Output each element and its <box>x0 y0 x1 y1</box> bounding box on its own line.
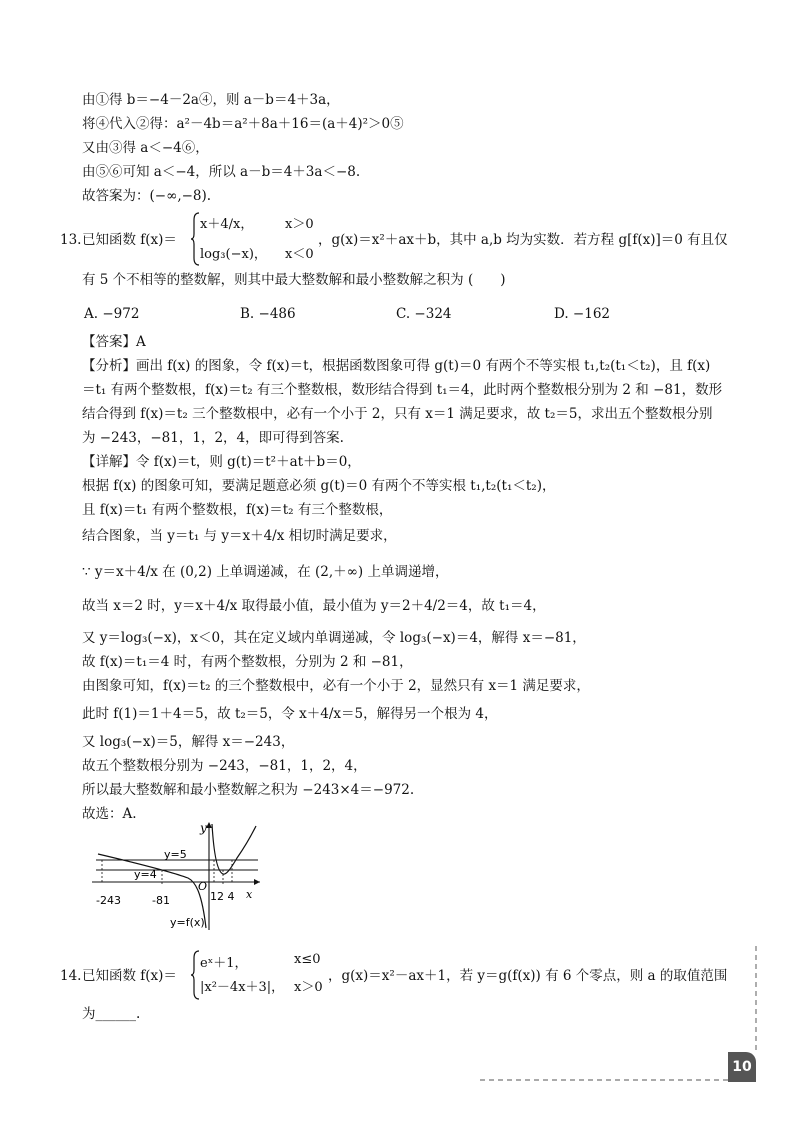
detail-line: 故当 x＝2 时，y＝x＋4/x 取得最小值，最小值为 y＝2＋4/2＝4，故 t₁＝4， <box>82 598 546 614</box>
case-1-condition: x＞0 <box>285 217 314 232</box>
analysis-line: ＝t₁ 有两个整数根，f(x)＝t₂ 有三个整数根，数形结合得到 t₁＝4，此时两个整数根分别为 2 和 −81，数形 <box>82 382 723 398</box>
origin-label: O <box>198 880 208 893</box>
text-line: 又由③得 a＜−4⑥， <box>82 140 209 156</box>
detail-line: 又 log₃(−x)＝5，解得 x＝−243， <box>82 734 295 750</box>
question-stem-suffix: ，g(x)＝x²＋ax＋b，其中 a,b 均为实数．若方程 g[f(x)]＝0 有且仅 <box>318 232 728 248</box>
tick-124: 12 4 <box>210 890 235 903</box>
analysis-line: 为 −243，−81，1，2，4，即可得到答案. <box>82 430 344 446</box>
tick-m81: -81 <box>152 894 170 907</box>
case-1-expression: x＋4/x， <box>200 217 254 232</box>
question-stem-prefix: 已知函数 f(x)＝ <box>82 232 177 248</box>
detail-line: 此时 f(1)＝1＋4＝5，故 t₂＝5，令 x＋4/x＝5，解得另一个根为 4， <box>82 706 498 722</box>
option-a: A. −972 <box>84 306 140 322</box>
detail-line: 故选：A. <box>82 806 137 822</box>
case-2-expression: |x²－4x＋3|， <box>200 980 285 995</box>
detail-line: 由图象可知，f(x)＝t₂ 的三个整数根中，必有一个小于 2，显然只有 x＝1 满足要求， <box>82 678 590 694</box>
question-stem-line2: 有 5 个不相等的整数解，则其中最大整数解和最小整数解之积为 ( ) <box>82 272 506 288</box>
page-number: 10 <box>728 1052 756 1082</box>
question-number: 14. <box>60 968 82 984</box>
curve-right <box>212 824 256 874</box>
option-b: B. −486 <box>240 306 296 322</box>
detail-line: 故 f(x)＝t₁＝4 时，有两个整数根，分别为 2 和 −81， <box>82 654 413 670</box>
detail-line: 【详解】令 f(x)＝t，则 g(t)＝t²＋at＋b＝0， <box>82 454 361 470</box>
question-stem-prefix: 已知函数 f(x)＝ <box>82 968 177 984</box>
brace-icon <box>190 212 200 266</box>
case-2-condition: x＜0 <box>285 247 314 262</box>
analysis-line: 结合得到 f(x)＝t₂ 三个整数根中，必有一个小于 2，只有 x＝1 满足要求，故 t₂＝5，求出五个整数根分别 <box>82 406 713 422</box>
text-line: 由①得 b＝−4－2a④，则 a－b＝4＋3a， <box>82 92 340 108</box>
text-line: 故答案为：(−∞,−8). <box>82 188 212 204</box>
brace-icon <box>190 950 200 1000</box>
option-d: D. −162 <box>554 306 611 322</box>
label-y4: y=4 <box>134 868 157 881</box>
detail-line: 结合图象，当 y＝t₁ 与 y＝x＋4/x 相切时满足要求， <box>82 528 397 544</box>
x-axis-label: x <box>246 888 253 901</box>
label-y5: y=5 <box>164 848 187 861</box>
question-stem-suffix: ，g(x)＝x²－ax＋1，若 y＝g(f(x)) 有 6 个零点，则 a 的取值范围 <box>328 968 728 984</box>
text-line: 由⑤⑥可知 a＜−4，所以 a－b＝4＋3a＜−8. <box>82 164 361 180</box>
question-stem-line2: 为______. <box>82 1006 141 1022</box>
detail-line: 又 y＝log₃(−x)，x＜0，其在定义域内单调递减，令 log₃(−x)＝4，解得 x＝−81， <box>82 630 586 646</box>
y-axis-label: y <box>200 821 207 835</box>
analysis-line: 【分析】画出 f(x) 的图象，令 f(x)＝t，根据函数图象可得 g(t)＝0 有两个不等实根 t₁,t₂(t₁＜t₂)，且 f(x) <box>82 358 711 374</box>
case-2-condition: x＞0 <box>294 980 323 995</box>
detail-line: 且 f(x)＝t₁ 有两个整数根，f(x)＝t₂ 有三个整数根， <box>82 502 393 518</box>
question-number: 13. <box>60 232 82 248</box>
detail-line: 故五个整数根分别为 −243，−81，1，2，4， <box>82 758 367 774</box>
case-1-condition: x≤0 <box>294 952 321 967</box>
function-graph <box>92 818 262 933</box>
detail-line: ∵ y＝x＋4/x 在 (0,2) 上单调递减，在 (2,＋∞) 上单调递增， <box>82 564 449 580</box>
text-line: 将④代入②得：a²－4b＝a²＋8a＋16＝(a＋4)²＞0⑤ <box>82 116 404 132</box>
case-2-expression: log₃(−x)， <box>200 247 267 262</box>
option-c: C. −324 <box>396 306 452 322</box>
tick-m243: -243 <box>96 894 121 907</box>
case-1-expression: eˣ＋1， <box>200 956 248 971</box>
answer: 【答案】A <box>82 334 146 350</box>
detail-line: 所以最大整数解和最小整数解之积为 −243×4＝−972. <box>82 782 415 798</box>
detail-line: 根据 f(x) 的图象可知，要满足题意必须 g(t)＝0 有两个不等实根 t₁,t₂(t₁＜t₂)， <box>82 478 556 494</box>
curve-label: y=f(x) <box>170 916 205 929</box>
